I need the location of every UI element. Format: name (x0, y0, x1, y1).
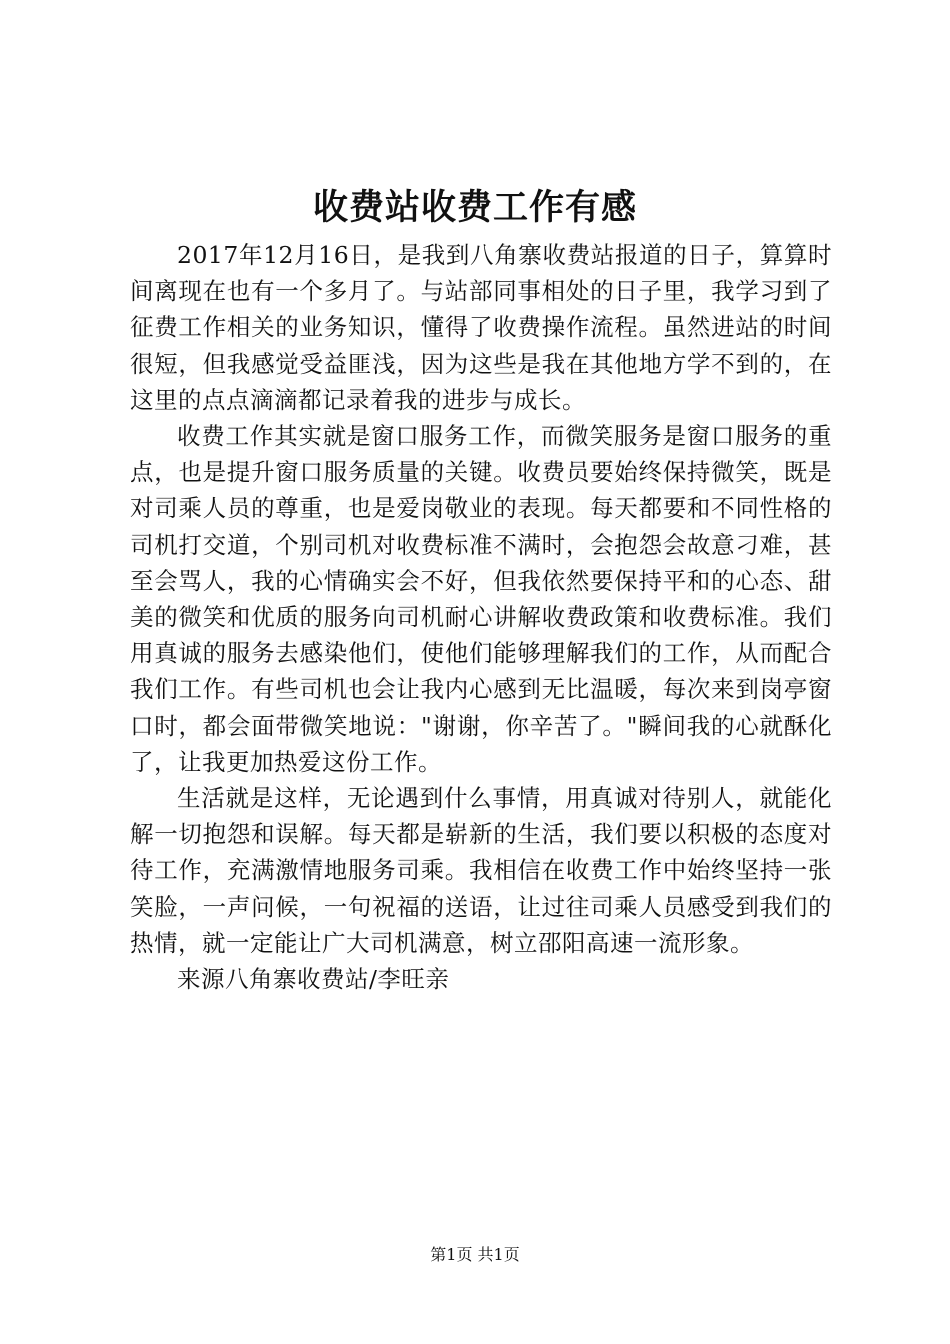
document-body (130, 237, 832, 997)
source-attribution: 来源八角寨收费站/李旺亲 (177, 965, 450, 994)
paragraph-1: 2017年12月16日，是我到八角寨收费站报道的日子，算算时间离现在也有一个多月了。与站部同事相处的日子里，我学习到了征费工作相关的业务知识，懂得了收费操作流程。虽然进站的时间很短，但我感觉受益匪浅，因为这些是我在其他地方学不到的，在这里的点点滴滴都记录着我的进步与成长。 (130, 241, 832, 414)
paragraph-3: 生活就是这样，无论遇到什么事情，用真诚对待别人，就能化解一切抱怨和误解。每天都是崭新的生活，我们要以积极的态度对待工作，充满激情地服务司乘。我相信在收费工作中始终坚持一张笑脸，一声问候，一句祝福的送语，让过往司乘人员感受到我们的热情，就一定能让广大司机满意，树立邵阳高速一流形象。 (130, 784, 832, 957)
document-title: 收费站收费工作有感 (312, 187, 637, 228)
paragraph-2: 收费工作其实就是窗口服务工作，而微笑服务是窗口服务的重点，也是提升窗口服务质量的关键。收费员要始终保持微笑，既是对司乘人员的尊重，也是爱岗敬业的表现。每天都要和不同性格的司机打交道，个别司机对收费标准不满时，会抱怨会故意刁难，甚至会骂人，我的心情确实会不好，但我依然要保持平和的心态、甜美的微笑和优质的服务向司机耐心讲解收费政策和收费标准。我们用真诚的服务去感染他们，使他们能够理解我们的工作，从而配合我们工作。有些司机也会让我内心感到无比温暖，每次来到岗亭窗口时，都会面带微笑地说："谢谢，你辛苦了。"瞬间我的心就酥化了，让我更加热爱这份工作。 (130, 422, 832, 776)
page-footer: 第1页 共1页 (430, 1245, 520, 1264)
